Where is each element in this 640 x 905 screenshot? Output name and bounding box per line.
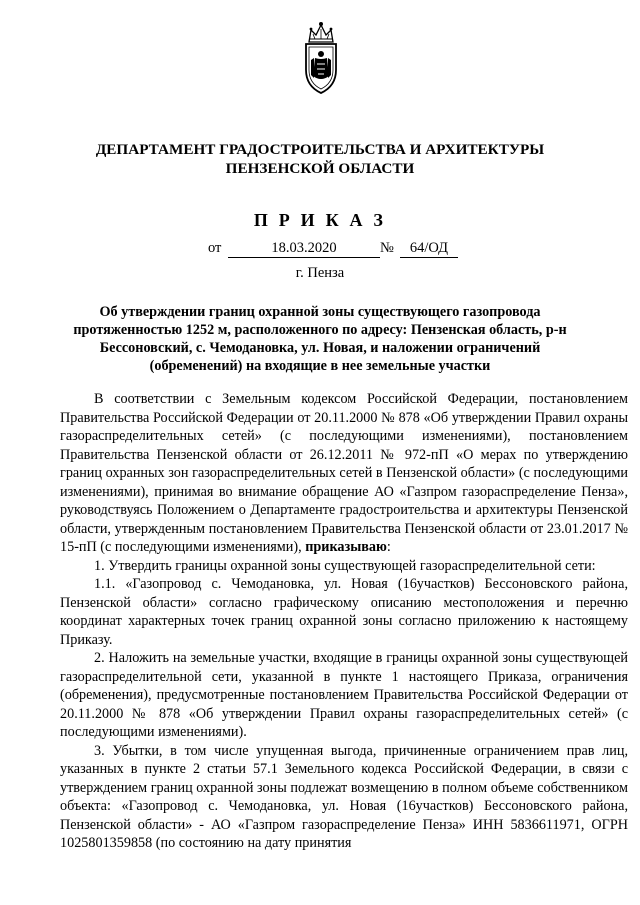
paragraph-3: 3. Убытки, в том числе упущенная выгода, причиненные ограничением прав лиц, указанных в пункте 2 статьи 57.1 Земельного кодекса Российской Федерации, в связи с утверждением границ охранной зоны подлежат возмещению в полном объеме собственником объекта: «Газопровод с. Чемодановка, ул. Новая (16участков) Бессоновского района, Пензенской области» - АО «Газпром газораспределение Пенза» ИНН 5836611971, ОГРН 1025801359858 (по состоянию на дату принятия bbox=[60, 742, 628, 851]
preamble-text: В соответствии с Земельным кодексом Российской Федерации, постановлением Правительства Российской Федерации от 20.11.2000 № 878 «Об утверждении Правил охраны газораспределительных сетей» (с последующими изменениями), постановлением Правительства Пензенской области от 26.12.2011 № 972-пП «О мерах по утверждению границ охранных зон газораспределительных сетей в Пензенской области» (с последующими изменениями), принимая во внимание обращение АО «Газпром газораспределение Пенза», руководствуясь Положением о Департаменте градостроительства и архитектуры Пензенской области, утвержденным постановлением Правительства Пензенской области от 23.01.2017 № 15-пП (с последующими изменениями), bbox=[60, 391, 628, 555]
order-date: 18.03.2020 bbox=[228, 240, 380, 258]
order-body bbox=[60, 390, 628, 853]
department-name-line1: ДЕПАРТАМЕНТ ГРАДОСТРОИТЕЛЬСТВА И АРХИТЕКТУРЫ bbox=[95, 141, 545, 158]
preamble-paragraph bbox=[60, 390, 628, 557]
from-label: от bbox=[208, 240, 222, 256]
order-verb: приказываю bbox=[305, 539, 387, 555]
document-type-title: П Р И К А З bbox=[253, 210, 387, 230]
paragraph-1: 1. Утвердить границы охранной зоны существующей газораспределительной сети: bbox=[94, 557, 596, 574]
paragraph-2: 2. Наложить на земельные участки, входящие в границы охранной зоны существующей газораспределительной сети, указанной в пункте 1 настоящего Приказа, ограничения (обременения), предусмотренные постановлением Правительства Российской Федерации от 20.11.2000 № 878 «Об утверждении Правил охраны газораспределительных сетей» (с последующими изменениями). bbox=[60, 650, 628, 740]
paragraph-1-1: 1.1. «Газопровод с. Чемодановка, ул. Новая (16участков) Бессоновского района, Пензенской области» согласно графическому описанию местоположения и перечню координат характерных точек границ охранной зоны согласно приложению к настоящему Приказу. bbox=[60, 576, 628, 648]
penza-coat-of-arms-icon bbox=[301, 20, 341, 96]
preamble-colon: : bbox=[386, 539, 391, 555]
order-subject: Об утверждении границ охранной зоны существующего газопровода протяженностью 1252 м, расположенного по адресу: Пензенская область, р-н Бессоновский, с. Чемодановка, ул. Новая, и наложении ограничений (обременений) на входящие в нее земельные участки bbox=[73, 304, 567, 374]
order-number: 64/ОД bbox=[400, 240, 458, 258]
city: г. Пенза bbox=[295, 265, 345, 281]
department-name-line2: ПЕНЗЕНСКОЙ ОБЛАСТИ bbox=[225, 160, 415, 177]
number-label: № bbox=[380, 240, 394, 256]
